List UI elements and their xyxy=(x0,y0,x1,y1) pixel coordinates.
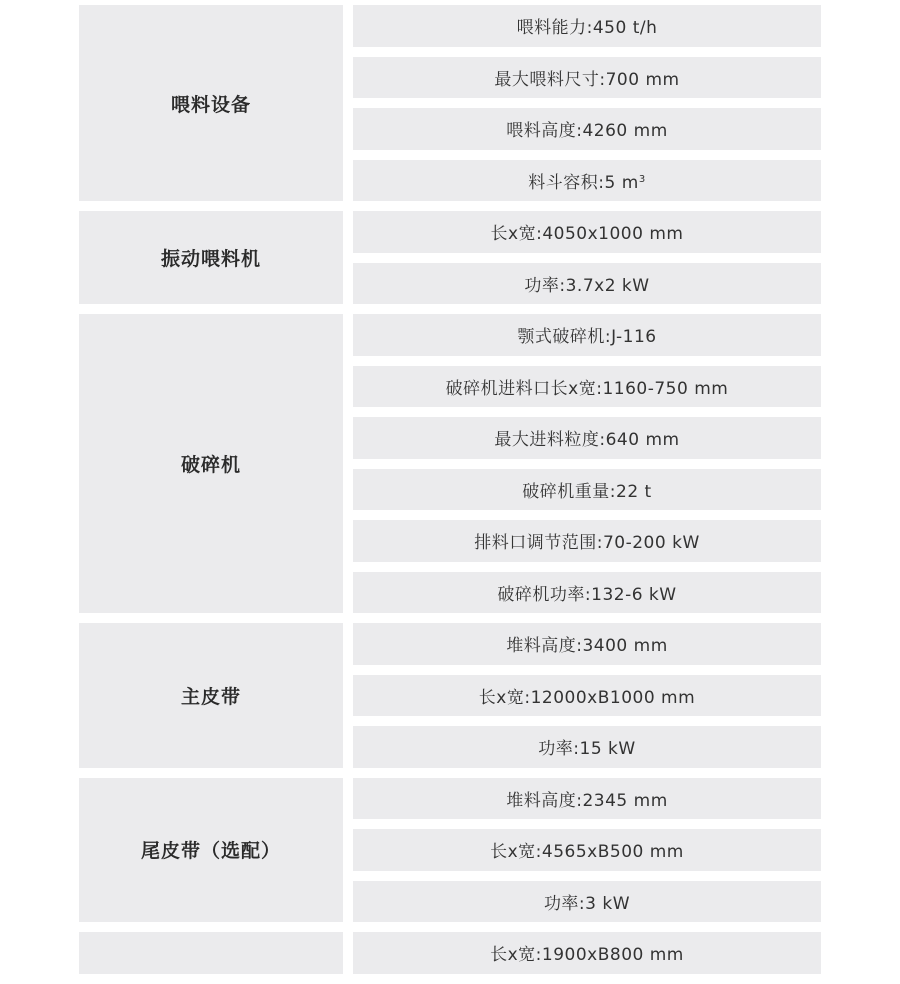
category-label: 喂料设备 xyxy=(79,5,343,201)
spec-cell: 长x宽:1900xB800 mm xyxy=(353,932,821,974)
category-label: 尾皮带（选配） xyxy=(79,778,343,923)
spec-cell: 喂料高度:4260 mm xyxy=(353,108,821,150)
spec-cell: 颚式破碎机:J-116 xyxy=(353,314,821,356)
category-label: 振动喂料机 xyxy=(79,211,343,304)
spec-cell: 最大进料粒度:640 mm xyxy=(353,417,821,459)
spec-cell: 破碎机功率:132-6 kW xyxy=(353,572,821,614)
spec-cell: 长x宽:4050x1000 mm xyxy=(353,211,821,253)
spec-cell: 排料口调节范围:70-200 kW xyxy=(353,520,821,562)
spec-group-crusher xyxy=(79,314,821,613)
category-label: 主皮带 xyxy=(79,623,343,768)
spec-cells xyxy=(353,623,821,768)
category-label xyxy=(79,932,343,974)
spec-cell: 料斗容积:5 m 3 xyxy=(353,160,821,202)
spec-group-tail-belt xyxy=(79,778,821,923)
spec-group-feeding-equipment xyxy=(79,5,821,201)
spec-group-main-belt xyxy=(79,623,821,768)
spec-cells xyxy=(353,778,821,923)
spec-cells xyxy=(353,314,821,613)
spec-cells xyxy=(353,932,821,974)
spec-cells xyxy=(353,211,821,304)
spec-cells xyxy=(353,5,821,201)
spec-cell: 功率:3 kW xyxy=(353,881,821,923)
spec-group-partial xyxy=(79,932,821,974)
spec-cell: 长x宽:12000xB1000 mm xyxy=(353,675,821,717)
spec-cell: 功率:15 kW xyxy=(353,726,821,768)
spec-cell-text: 料斗容积:5 m xyxy=(528,172,639,193)
spec-cell: 功率:3.7x2 kW xyxy=(353,263,821,305)
spec-cell: 长x宽:4565xB500 mm xyxy=(353,829,821,871)
spec-cell: 破碎机进料口长x宽:1160-750 mm xyxy=(353,366,821,408)
spec-cell: 喂料能力:450 t/h xyxy=(353,5,821,47)
spec-cell: 最大喂料尺寸:700 mm xyxy=(353,57,821,99)
spec-table xyxy=(79,5,821,984)
spec-cell: 堆料高度:3400 mm xyxy=(353,623,821,665)
spec-group-vibrating-feeder xyxy=(79,211,821,304)
spec-cell: 堆料高度:2345 mm xyxy=(353,778,821,820)
category-label: 破碎机 xyxy=(79,314,343,613)
spec-cell: 破碎机重量:22 t xyxy=(353,469,821,511)
